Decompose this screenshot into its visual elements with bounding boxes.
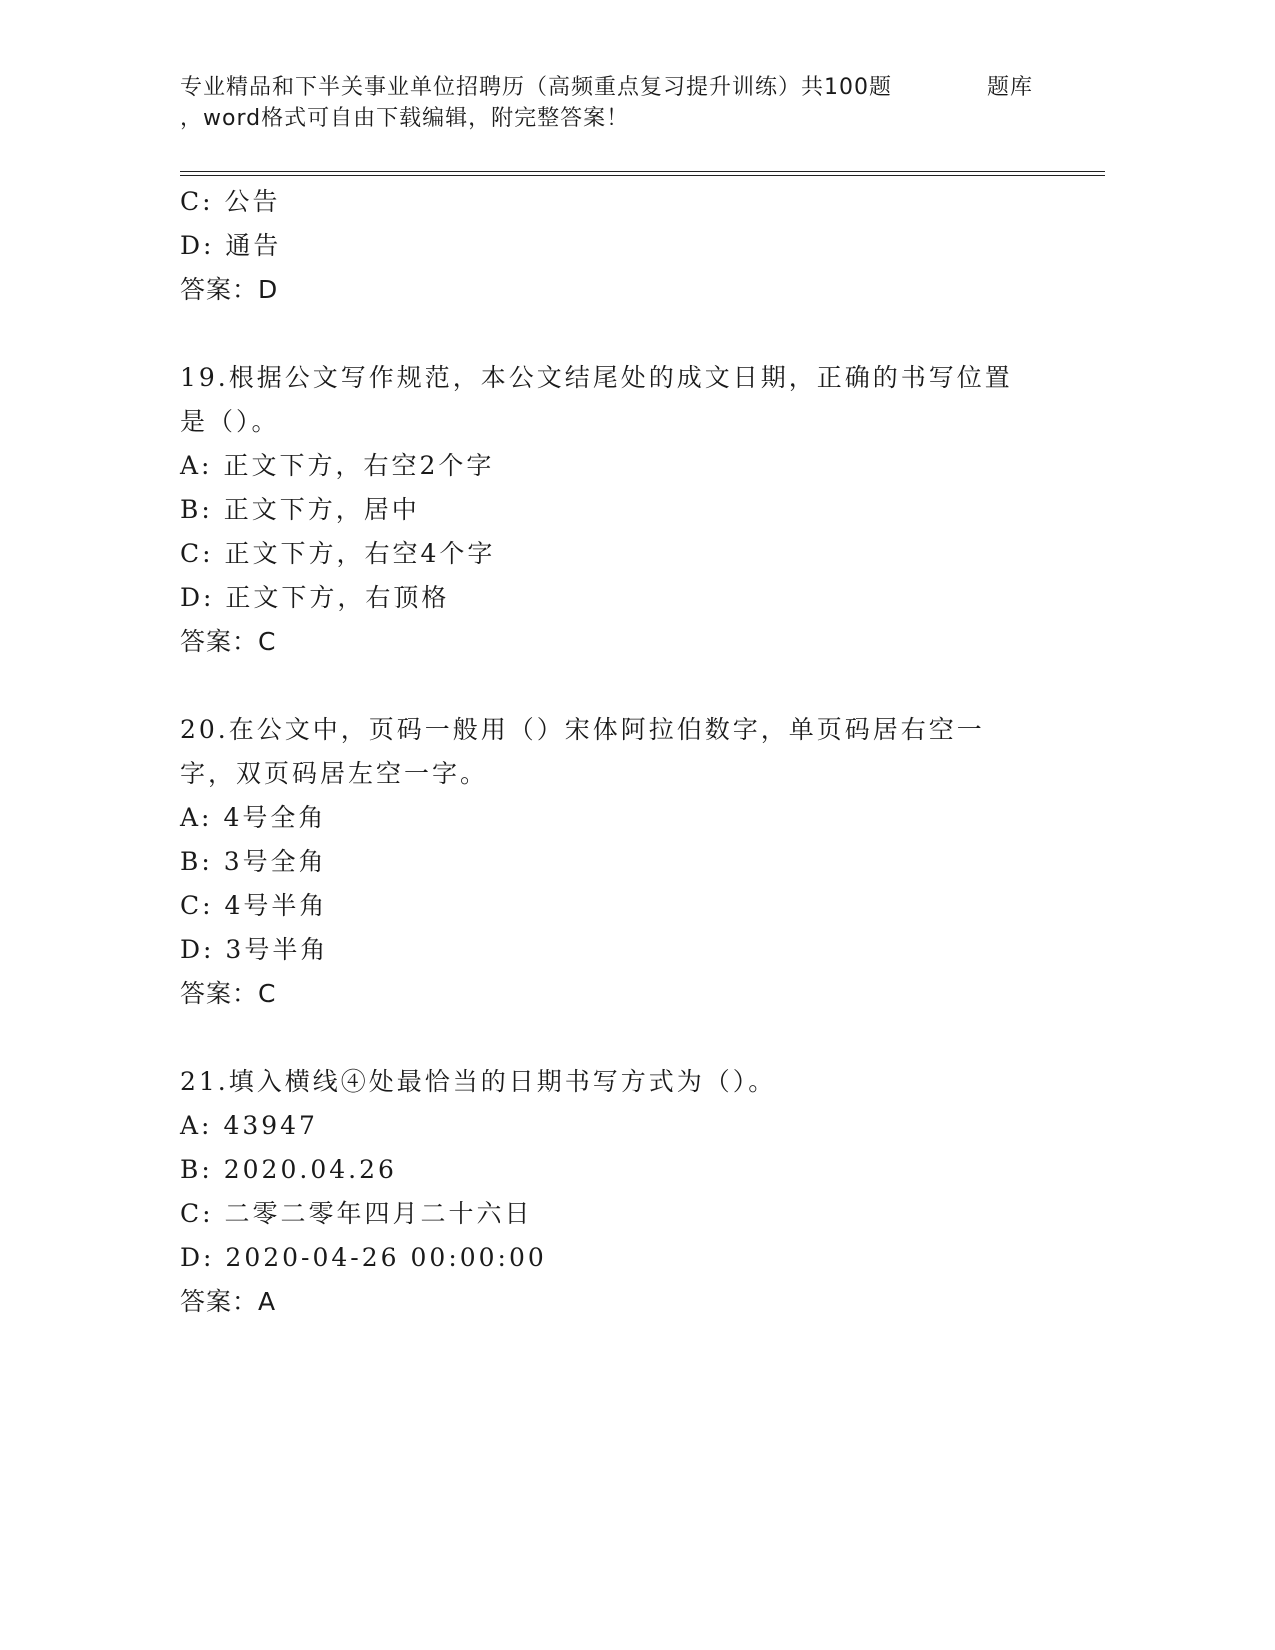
option-a [180, 444, 1040, 488]
question-text: 19.根据公文写作规范，本公文结尾处的成文日期，正确的书写位置是（）。 [180, 363, 1013, 436]
question-19 [180, 356, 1040, 664]
option-b [180, 488, 1040, 532]
option-key: B: [180, 495, 213, 524]
option-text: 正文下方，居中 [223, 495, 420, 524]
option-key: B: [180, 847, 213, 876]
option-key: C: [180, 539, 214, 568]
option-text: 2020.04.26 [223, 1155, 397, 1184]
answer-line: 答案：C [180, 979, 277, 1008]
option-key: C: [180, 1199, 214, 1228]
option-d [180, 224, 1040, 268]
option-text: 公告 [224, 187, 281, 216]
option-key: A: [180, 803, 213, 832]
option-key: C: [180, 891, 214, 920]
option-c [180, 180, 1040, 224]
prev-question-block [180, 180, 1040, 312]
option-key: A: [180, 1111, 213, 1140]
option-a [180, 796, 1040, 840]
option-text: 正文下方，右顶格 [225, 583, 450, 612]
question-20 [180, 708, 1040, 1016]
option-b [180, 1148, 1040, 1192]
document-header [180, 72, 1105, 134]
option-key: C: [180, 187, 214, 216]
option-text: 二零二零年四月二十六日 [224, 1199, 533, 1228]
option-key: D: [180, 1243, 215, 1272]
option-text: 4号全角 [223, 803, 327, 832]
option-text: 3号半角 [225, 935, 329, 964]
option-c [180, 884, 1040, 928]
question-text: 21.填入横线④处最恰当的日期书写方式为（）。 [180, 1067, 777, 1096]
question-21 [180, 1060, 1040, 1324]
answer-line: 答案：A [180, 1287, 277, 1316]
option-key: D: [180, 935, 215, 964]
option-b [180, 840, 1040, 884]
header-rule-top [180, 171, 1105, 172]
option-a [180, 1104, 1040, 1148]
header-rule-bottom [180, 175, 1105, 176]
option-text: 43947 [223, 1111, 318, 1140]
document-title: 专业精品和下半关事业单位招聘历（高频重点复习提升训练）共100题 [180, 75, 892, 100]
option-key: B: [180, 1155, 213, 1184]
option-key: D: [180, 583, 215, 612]
option-d [180, 1236, 1040, 1280]
question-content [180, 180, 1040, 1324]
option-c [180, 1192, 1040, 1236]
question-text: 20.在公文中，页码一般用（）宋体阿拉伯数字，单页码居右空一字，双页码居左空一字。 [180, 715, 985, 788]
option-text: 2020-04-26 00:00:00 [225, 1243, 547, 1272]
option-text: 正文下方，右空2个字 [223, 451, 495, 480]
option-d [180, 576, 1040, 620]
answer-line: 答案：C [180, 627, 277, 656]
option-c [180, 532, 1040, 576]
header-label-tiku: 题库 [986, 75, 1033, 100]
option-text: 4号半角 [224, 891, 328, 920]
option-text: 通告 [225, 231, 282, 260]
option-key: D: [180, 231, 215, 260]
answer-line: 答案：D [180, 275, 279, 304]
option-text: 3号全角 [223, 847, 327, 876]
document-subtitle: ，word格式可自由下载编辑，附完整答案！ [180, 106, 630, 131]
option-key: A: [180, 451, 213, 480]
option-text: 正文下方，右空4个字 [224, 539, 496, 568]
option-d [180, 928, 1040, 972]
